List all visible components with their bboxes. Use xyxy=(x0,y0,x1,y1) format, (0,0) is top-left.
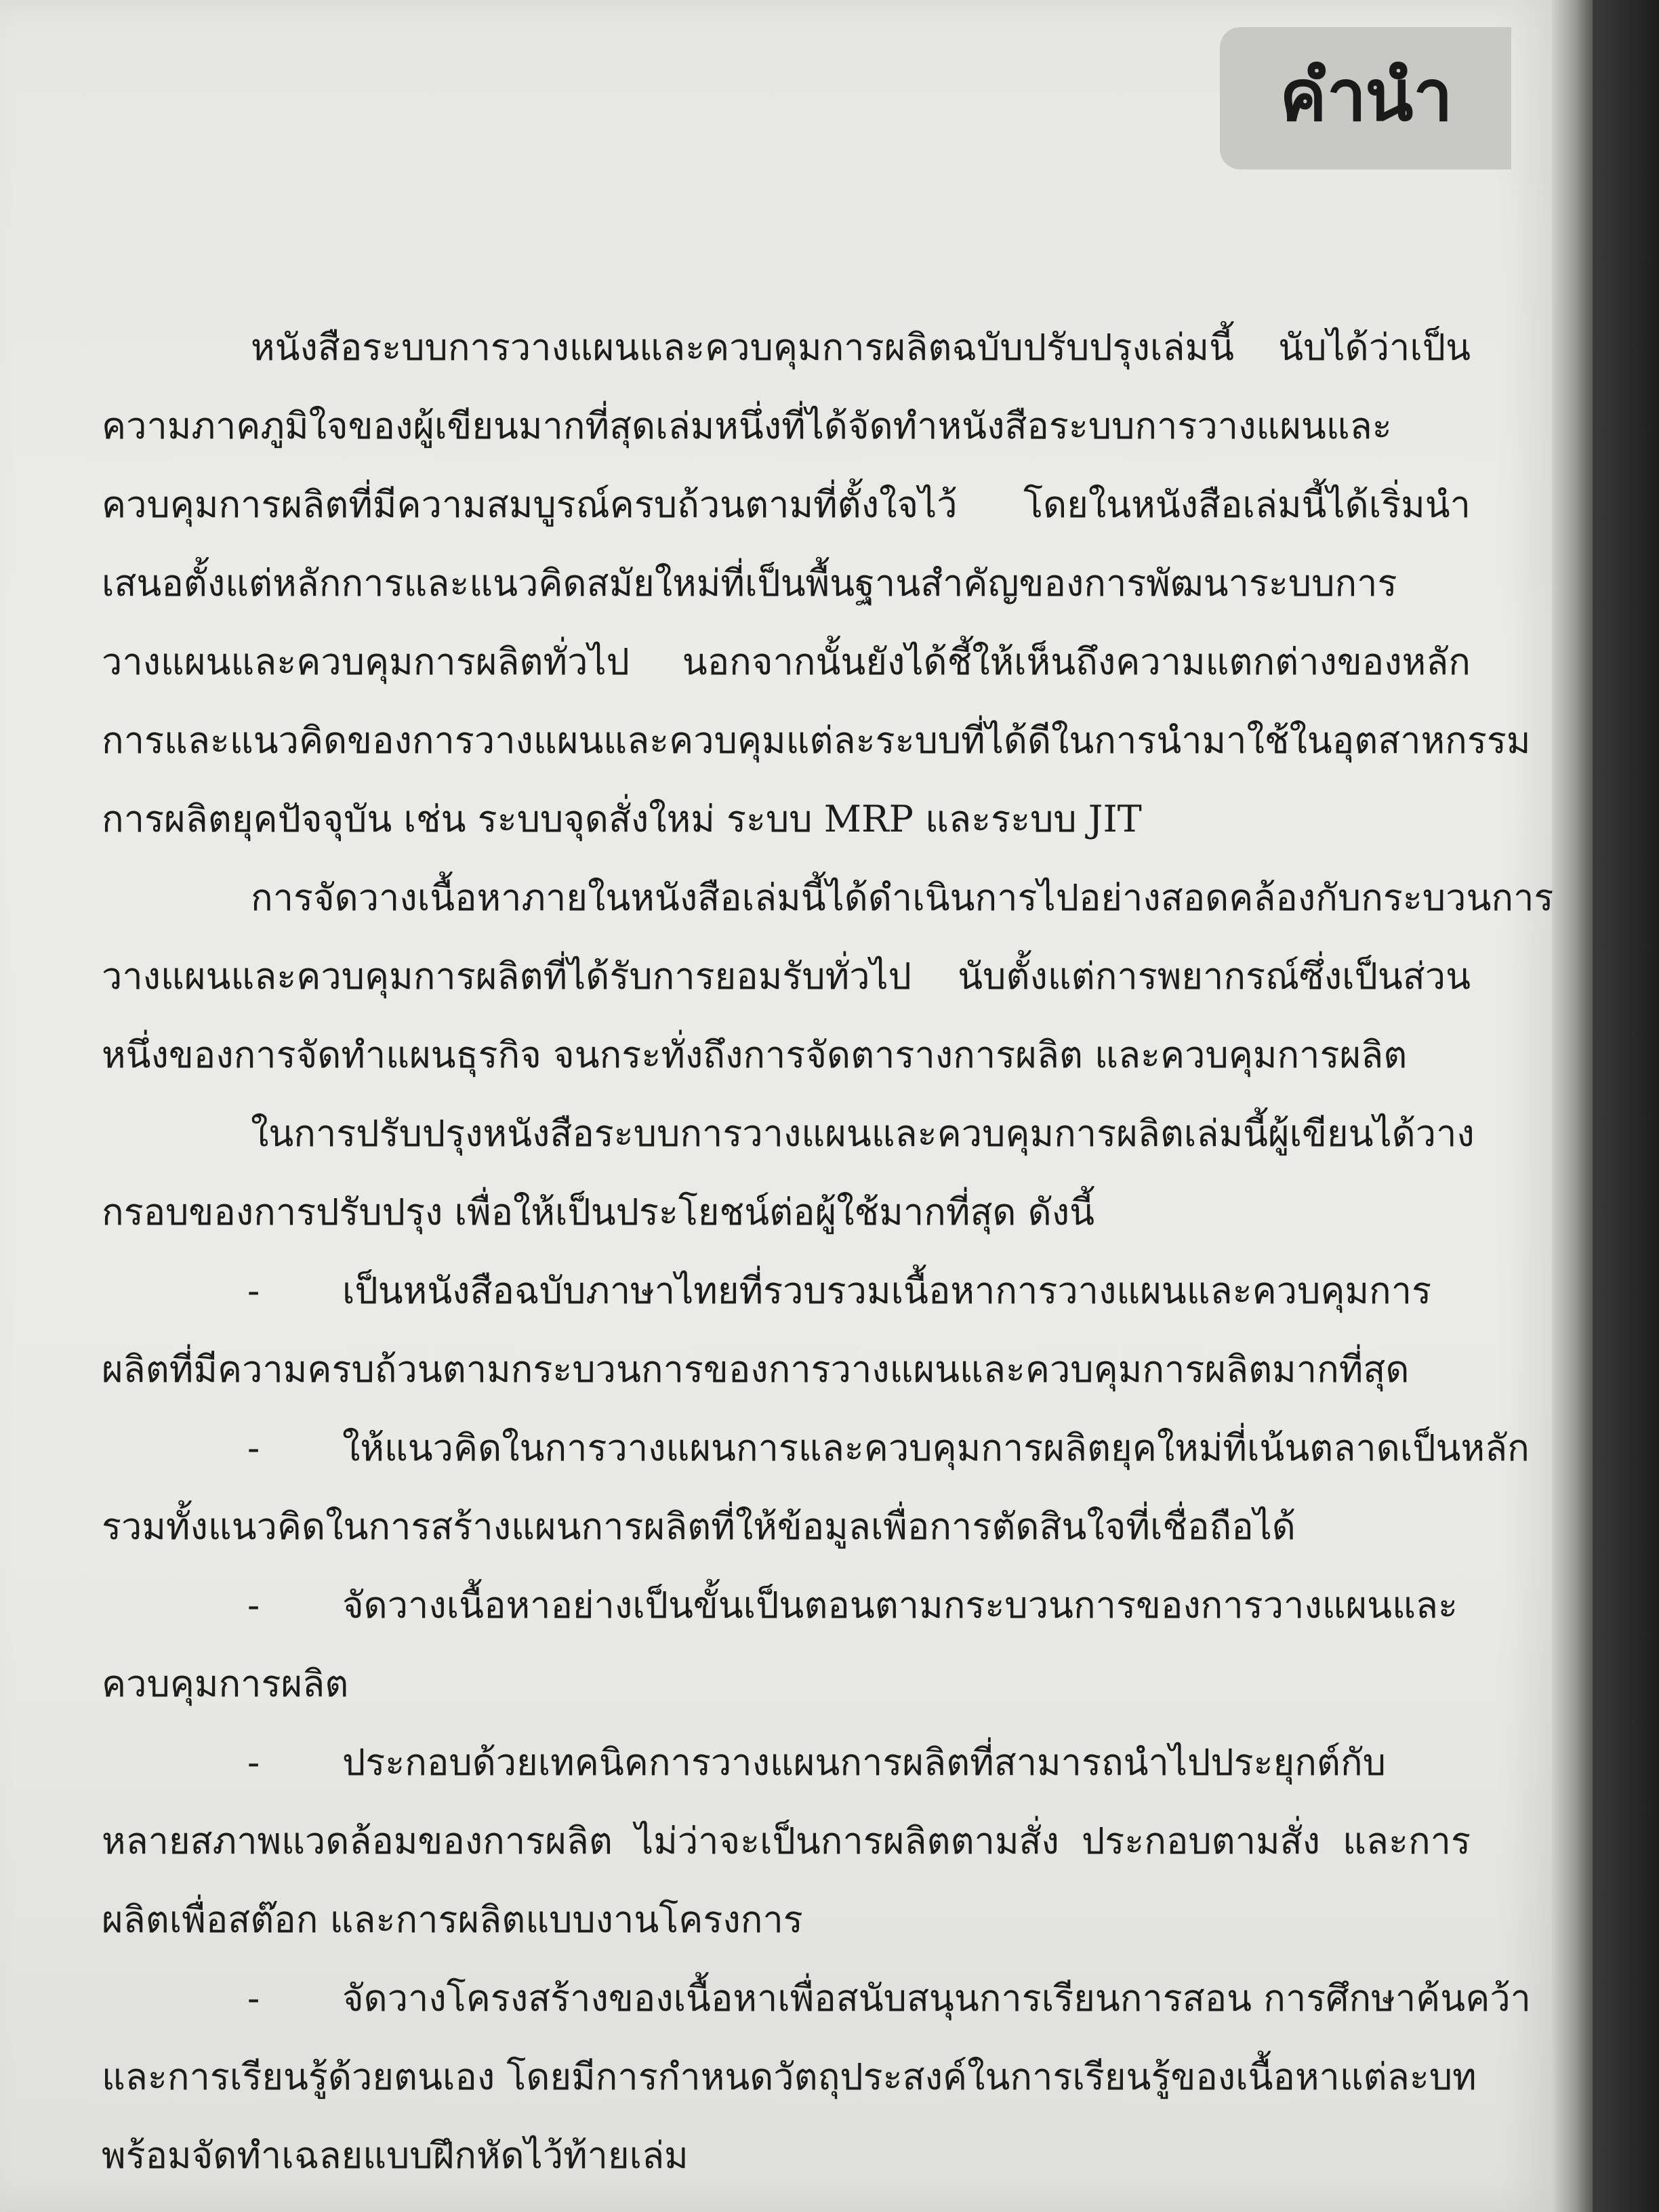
book-spine-edge xyxy=(1552,0,1593,2212)
bullet-line: ผลิตเพื่อสต๊อก และการผลิตแบบงานโครงการ xyxy=(102,1898,803,1941)
paragraph-line: ควบคุมการผลิตที่มีความสมบูรณ์ครบถ้วนตามที่ตั้งใจไว้ โดยในหนังสือเล่มนี้ได้เริ่มนำ xyxy=(102,483,1471,526)
bullet-marker: - xyxy=(247,1741,260,1784)
bullet-first-line xyxy=(102,1409,1530,1488)
bullet-text: เป็นหนังสือฉบับภาษาไทยที่รวบรวมเนื้อหาการวางแผนและควบคุมการ xyxy=(342,1269,1432,1312)
bullet-marker: - xyxy=(247,1977,260,2020)
bullet-marker: - xyxy=(247,1427,260,1469)
bullet-first-line xyxy=(102,1252,1471,1330)
paragraph-1 xyxy=(102,308,1531,859)
bullet-text: จัดวางเนื้อหาอย่างเป็นขั้นเป็นตอนตามกระบวนการของการวางแผนและ xyxy=(342,1584,1458,1626)
paragraph-line: การจัดวางเนื้อหาภายในหนังสือเล่มนี้ได้ดำเนินการไปอย่างสอดคล้องกับกระบวนการ xyxy=(251,876,1554,919)
bullet-item-3 xyxy=(102,1566,1471,1723)
paragraph-line: การผลิตยุคปัจจุบัน เช่น ระบบจุดสั่งใหม่ ระบบ MRP และระบบ JIT xyxy=(102,798,1142,840)
bullet-line: ผลิตที่มีความครบถ้วนตามกระบวนการของการวางแผนและควบคุมการผลิตมากที่สุด xyxy=(102,1348,1410,1391)
bullet-first-line xyxy=(102,1959,1531,2038)
paragraph-line: ความภาคภูมิใจของผู้เขียนมากที่สุดเล่มหนึ่งที่ได้จัดทำหนังสือระบบการวางแผนและ xyxy=(102,405,1392,447)
paragraph-line: กรอบของการปรับปรุง เพื่อให้เป็นประโยชน์ต่อผู้ใช้มากที่สุด ดังนี้ xyxy=(102,1191,1095,1233)
paragraph-line: เสนอตั้งแต่หลักการและแนวคิดสมัยใหม่ที่เป็นพื้นฐานสำคัญของการพัฒนาระบบการ xyxy=(102,562,1397,605)
bullet-line: และการเรียนรู้ด้วยตนเอง โดยมีการกำหนดวัตถุประสงค์ในการเรียนรู้ของเนื้อหาแต่ละบท xyxy=(102,2055,1477,2098)
paragraph-line: วางแผนและควบคุมการผลิตทั่วไป นอกจากนั้นยังได้ชี้ให้เห็นถึงความแตกต่างของหลัก xyxy=(102,640,1471,683)
bullet-marker: - xyxy=(247,1584,260,1626)
bullet-marker: - xyxy=(247,1269,260,1312)
bullet-item-2 xyxy=(102,1409,1530,1566)
bullet-line: รวมทั้งแนวคิดในการสร้างแผนการผลิตที่ให้ข้อมูลเพื่อการตัดสินใจที่เชื่อถือได้ xyxy=(102,1505,1296,1548)
paragraph-line: การและแนวคิดของการวางแผนและควบคุมแต่ละระบบที่ได้ดีในการนำมาใช้ในอุตสาหกรรม xyxy=(102,719,1531,762)
paragraph-2 xyxy=(102,859,1554,1094)
bullet-line: พร้อมจัดทำเฉลยแบบฝึกหัดไว้ท้ายเล่ม xyxy=(102,2134,689,2177)
paragraph-line: หนึ่งของการจัดทำแผนธุรกิจ จนกระทั่งถึงการจัดตารางการผลิต และควบคุมการผลิต xyxy=(102,1033,1408,1076)
title-tab xyxy=(1220,27,1511,169)
bullet-line: ควบคุมการผลิต xyxy=(102,1662,349,1705)
bullet-line: หลายสภาพแวดล้อมของการผลิต ไม่ว่าจะเป็นการผลิตตามสั่ง ประกอบตามสั่ง และการ xyxy=(102,1820,1471,1862)
bullet-item-4 xyxy=(102,1723,1471,1959)
bullet-first-line xyxy=(102,1566,1471,1645)
paragraph-line: วางแผนและควบคุมการผลิตที่ได้รับการยอมรับทั่วไป นับตั้งแต่การพยากรณ์ซึ่งเป็นส่วน xyxy=(102,955,1471,998)
bullet-item-5 xyxy=(102,1959,1531,2195)
bullet-text: จัดวางโครงสร้างของเนื้อหาเพื่อสนับสนุนการเรียนการสอน การศึกษาค้นคว้า xyxy=(342,1977,1531,2020)
preface-body xyxy=(102,308,1554,2195)
bullet-text: ประกอบด้วยเทคนิคการวางแผนการผลิตที่สามารถนำไปประยุกต์กับ xyxy=(342,1741,1386,1784)
paragraph-line: ในการปรับปรุงหนังสือระบบการวางแผนและควบคุมการผลิตเล่มนี้ผู้เขียนได้วาง xyxy=(251,1112,1475,1155)
paragraph-line: หนังสือระบบการวางแผนและควบคุมการผลิตฉบับปรับปรุงเล่มนี้ นับได้ว่าเป็น xyxy=(251,326,1471,369)
bullet-text: ให้แนวคิดในการวางแผนการและควบคุมการผลิตยุคใหม่ที่เน้นตลาดเป็นหลัก xyxy=(342,1427,1530,1469)
paragraph-3 xyxy=(102,1094,1475,1252)
bullet-item-1 xyxy=(102,1252,1471,1409)
page-title: คำนำ xyxy=(1279,54,1452,137)
bullet-first-line xyxy=(102,1723,1471,1802)
